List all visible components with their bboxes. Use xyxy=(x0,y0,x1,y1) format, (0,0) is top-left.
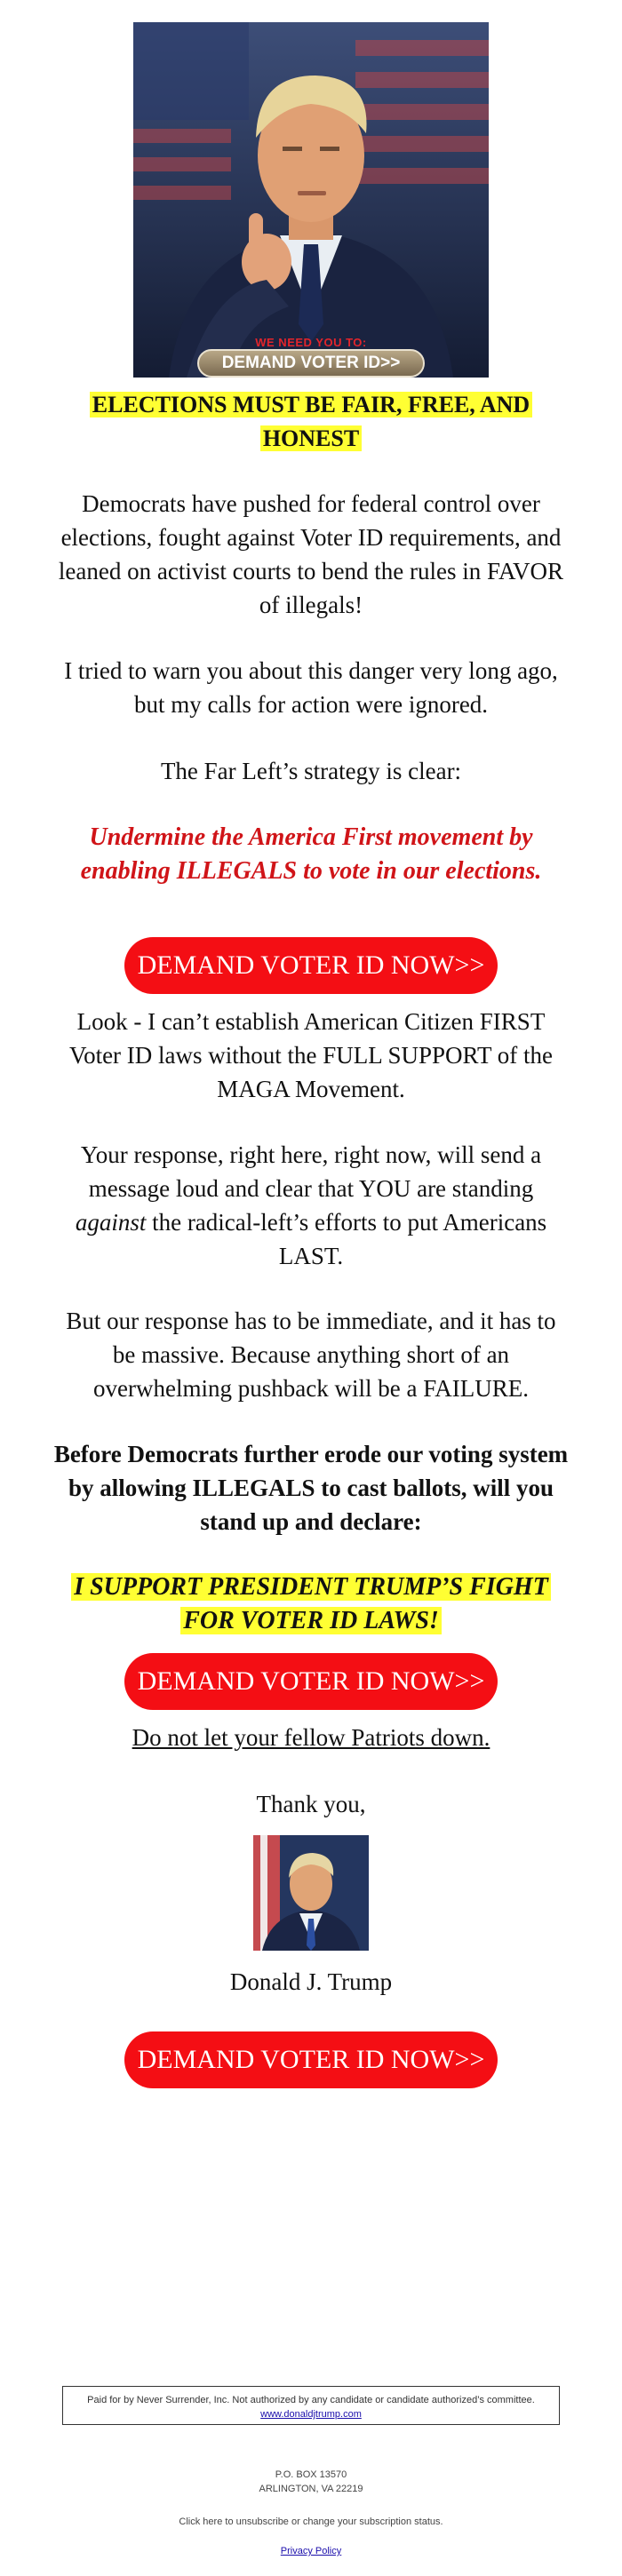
thank-you: Thank you, xyxy=(256,1791,366,1817)
signature-name: Donald J. Trump xyxy=(229,1968,393,1995)
paid-for-disclaimer xyxy=(62,2386,560,2425)
paragraph-response xyxy=(53,1138,569,1273)
paid-for-text: Paid for by Never Surrender, Inc. Not authorized by any candidate or candidate authorized’s committee. xyxy=(87,2395,535,2405)
paragraph-warning: I tried to warn you about this danger very long ago, but my calls for action were ignored. xyxy=(64,657,558,718)
demand-voter-id-button-1[interactable]: DEMAND VOTER ID NOW>> xyxy=(124,937,498,994)
response-text-b: the radical-left’s efforts to put Americans LAST. xyxy=(152,1209,547,1269)
support-line-2: FOR VOTER ID LAWS! xyxy=(180,1607,442,1634)
paragraph-federal-control: Democrats have pushed for federal control over elections, fought against Voter ID requirements, and leaned on activist courts to bend the rules in FAVOR of illegals! xyxy=(58,490,564,618)
paragraph-declare: Before Democrats further erode our voting system by allowing ILLEGALS to cast ballots, will you stand up and declare: xyxy=(53,1441,569,1535)
response-emphasis: against xyxy=(75,1209,147,1236)
po-box: P.O. BOX 13570 xyxy=(275,2469,347,2480)
headline xyxy=(53,388,569,456)
site-link[interactable]: www.donaldjtrump.com xyxy=(260,2409,362,2420)
hero-subtext: WE NEED YOU TO: xyxy=(255,336,367,349)
response-text-a: Your response, right here, right now, will send a message loud and clear that YOU are standing xyxy=(80,1141,542,1202)
portrait-illustration xyxy=(253,1835,369,1951)
headline-line-1: ELECTIONS MUST BE FAIR, FREE, AND xyxy=(90,392,532,417)
hero-image[interactable] xyxy=(133,22,489,378)
patriots-link[interactable]: Do not let your fellow Patriots down. xyxy=(132,1724,490,1751)
city-address: ARLINGTON, VA 22219 xyxy=(259,2484,363,2494)
hero-cta-pill[interactable]: DEMAND VOTER ID>> xyxy=(197,349,425,378)
support-line-1: I SUPPORT PRESIDENT TRUMP’S FIGHT xyxy=(71,1573,551,1601)
paragraph-strategy: The Far Left’s strategy is clear: xyxy=(160,758,462,784)
signature-portrait xyxy=(253,1835,369,1951)
paragraph-undermine: Undermine the America First movement by enabling ILLEGALS to vote in our elections. xyxy=(80,823,542,885)
demand-voter-id-button-3[interactable]: DEMAND VOTER ID NOW>> xyxy=(124,2031,498,2088)
privacy-policy-link[interactable]: Privacy Policy xyxy=(280,2546,342,2556)
demand-voter-id-button-2[interactable]: DEMAND VOTER ID NOW>> xyxy=(124,1653,498,1710)
paragraph-immediate: But our response has to be immediate, and it has to be massive. Because anything short of an overwhelming pushback will be a FAILURE. xyxy=(66,1308,556,1402)
headline-line-2: HONEST xyxy=(260,425,362,451)
patriots-link-line xyxy=(53,1721,569,1754)
paragraph-maga-support: Look - I can’t establish American Citizen FIRST Voter ID laws without the FULL SUPPORT of the MAGA Movement. xyxy=(69,1008,553,1102)
unsubscribe-link[interactable]: Click here to unsubscribe or change your subscription status. xyxy=(179,2516,443,2527)
support-declaration xyxy=(53,1570,569,1638)
hero-illustration xyxy=(133,22,489,378)
privacy-policy-line xyxy=(0,2544,622,2558)
